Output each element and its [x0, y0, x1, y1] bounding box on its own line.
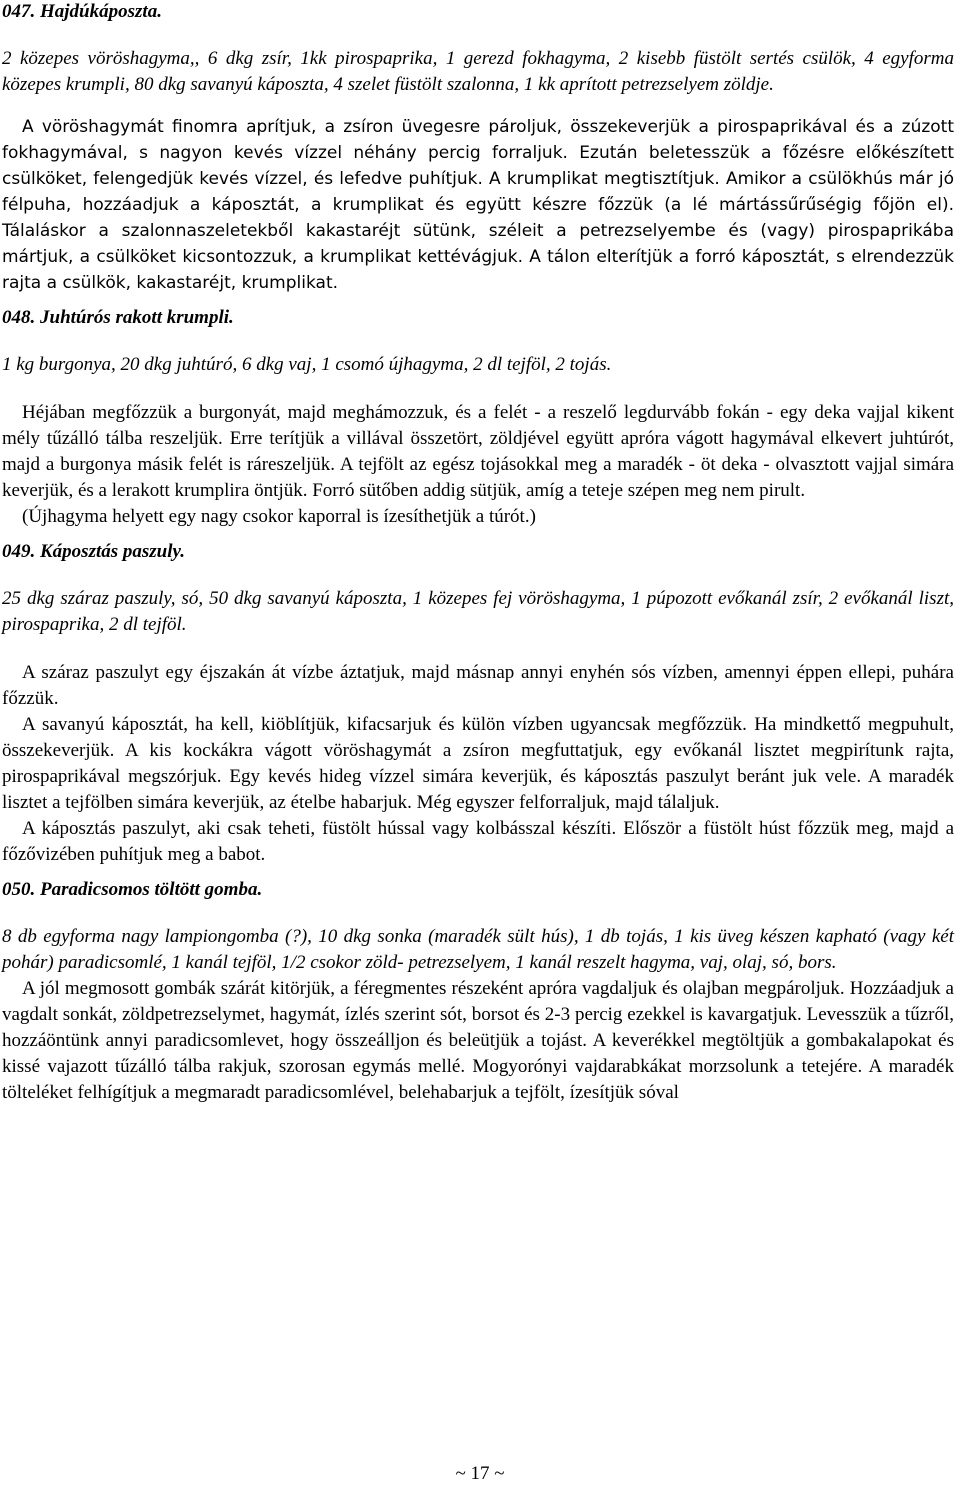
recipe-paragraph: A száraz paszulyt egy éjszakán át vízbe áztatjuk, majd másnap annyi enyhén sós vízben, amennyi éppen ellepi, puhára főzzük. — [2, 662, 954, 709]
recipe-ingredients-047: 2 közepes vöröshagyma,, 6 dkg zsír, 1kk pirospaprika, 1 gerezd fokhagyma, 2 kisebb füstölt sertés csülök, 4 egyforma közepes krumpli, 80 dkg savanyú káposzta, 4 szelet füstölt szalonna, 1 kk aprított petrezselyem zöldje. — [2, 48, 954, 95]
recipe-title-050: 050. Paradicsomos töltött gomba. — [2, 879, 263, 900]
page-number: ~ 17 ~ — [455, 1463, 505, 1484]
recipe-paragraph: A savanyú káposztát, ha kell, kiöblítjük, kifacsarjuk és külön vízben ugyancsak megfőzzük. Ha mindkettő megpuhult, összekeverjük. A kis kockákra vágott vöröshagymát a zsíron megfuttatjuk, egy evőkanál lisztet megpirítunk rajta, pirospaprikával megszórjuk. Egy kevés hideg vízzel simára keverjük, és káposztás paszulyt beránt juk vele. A maradék lisztet a tejfölben simára keverjük, az ételbe habarjuk. Még egyszer felforraljuk, majd tálaljuk. — [2, 714, 954, 813]
recipe-title-048: 048. Juhtúrós rakott krumpli. — [2, 307, 234, 328]
recipe-title-047: 047. Hajdúkáposzta. — [2, 1, 162, 22]
recipe-paragraph: A káposztás paszulyt, aki csak teheti, füstölt hússal vagy kolbásszal készíti. Először a füstölt húst főzzük meg, majd a főzővizében puhítjuk meg a babot. — [2, 818, 954, 865]
recipe-paragraph: A vöröshagymát finomra aprítjuk, a zsíron üvegesre pároljuk, összekeverjük a pirospaprikával és a zúzott fokhagymával, s nagyon kevés vízzel néhány percig forraljuk. Ezután beletesszük a főzésre előkészített csülköket, felengedjük kevés vízzel, és lefedve puhítjuk. A krumplikat megtisztítjuk. Amikor a csülökhús már jó félpuha, hozzáadjuk a káposztát, a krumplikat és együtt készre főzzük (a lé mártássűrűségig főjön el). Tálaláskor a szalonnaszeletekből kakastaréjt sütünk, széleit a petrezselyembe és (vagy) pirospaprikába mártjuk, a csülköket kicsontozzuk, a krumplikat kettévágjuk. A tálon elterítjük a forró káposztát, s elrendezzük rajta a csülkök, kakastaréjt, krumplikat. — [2, 117, 954, 293]
recipe-ingredients-050: 8 db egyforma nagy lampiongomba (?), 10 dkg sonka (maradék sült hús), 1 db tojás, 1 kis üveg készen kapható (vagy két pohár) paradicsomlé, 1 kanál tejföl, 1/2 csokor zöld- petrezselyem, 1 kanál reszelt hagyma, vaj, olaj, só, bors. — [2, 926, 954, 973]
recipe-title-049: 049. Káposztás paszuly. — [2, 541, 185, 562]
recipe-paragraph: Héjában megfőzzük a burgonyát, majd meghámozzuk, és a felét - a reszelő legdurvább fokán - egy deka vajjal kikent mély tűzálló tálba reszeljük. Erre terítjük a villával összetört, zöldjével együtt apróra vágott hagymával elkevert juhtúrót, majd a burgonya másik felét is ráreszeljük. A tejfölt az egész tojásokkal meg a maradék - öt deka - olvasztott vajjal simára keverjük, és a lerakott krumplira öntjük. Forró sütőben addig sütjük, amíg a teteje szépen meg nem pirult. — [2, 402, 954, 501]
recipe-ingredients-049: 25 dkg száraz paszuly, só, 50 dkg savanyú káposzta, 1 közepes fej vöröshagyma, 1 púpozott evőkanál zsír, 2 evőkanál liszt, pirospaprika, 2 dl tejföl. — [2, 588, 954, 635]
recipe-paragraph: (Újhagyma helyett egy nagy csokor kaporral is ízesíthetjük a túrót.) — [22, 506, 536, 527]
recipe-paragraph: A jól megmosott gombák szárát kitörjük, a féregmentes részeként apróra vagdaljuk és olajban megpároljuk. Hozzáadjuk a vagdalt sonkát, zöldpetrezselymet, hagymát, ízlés szerint sót, borsot és 2-3 percig ezekkel is kavargatjuk. Levesszük a tűzről, hozzáöntünk annyi paradicsomlevet, hogy összeálljon és beleütjük a tojást. A keverékkel megtöltjük a gombakalapokat és kissé vajazott tűzálló tálba rakjuk, szorosan egymás mellé. Mogyorónyi vajdarabkákat morzsolunk a tetejére. A maradék tölteléket felhígítjuk a megmaradt paradicsomlével, belehabarjuk a tejfölt, ízesítjük sóval — [2, 978, 954, 1103]
recipe-ingredients-048: 1 kg burgonya, 20 dkg juhtúró, 6 dkg vaj, 1 csomó újhagyma, 2 dl tejföl, 2 tojás. — [2, 354, 612, 375]
